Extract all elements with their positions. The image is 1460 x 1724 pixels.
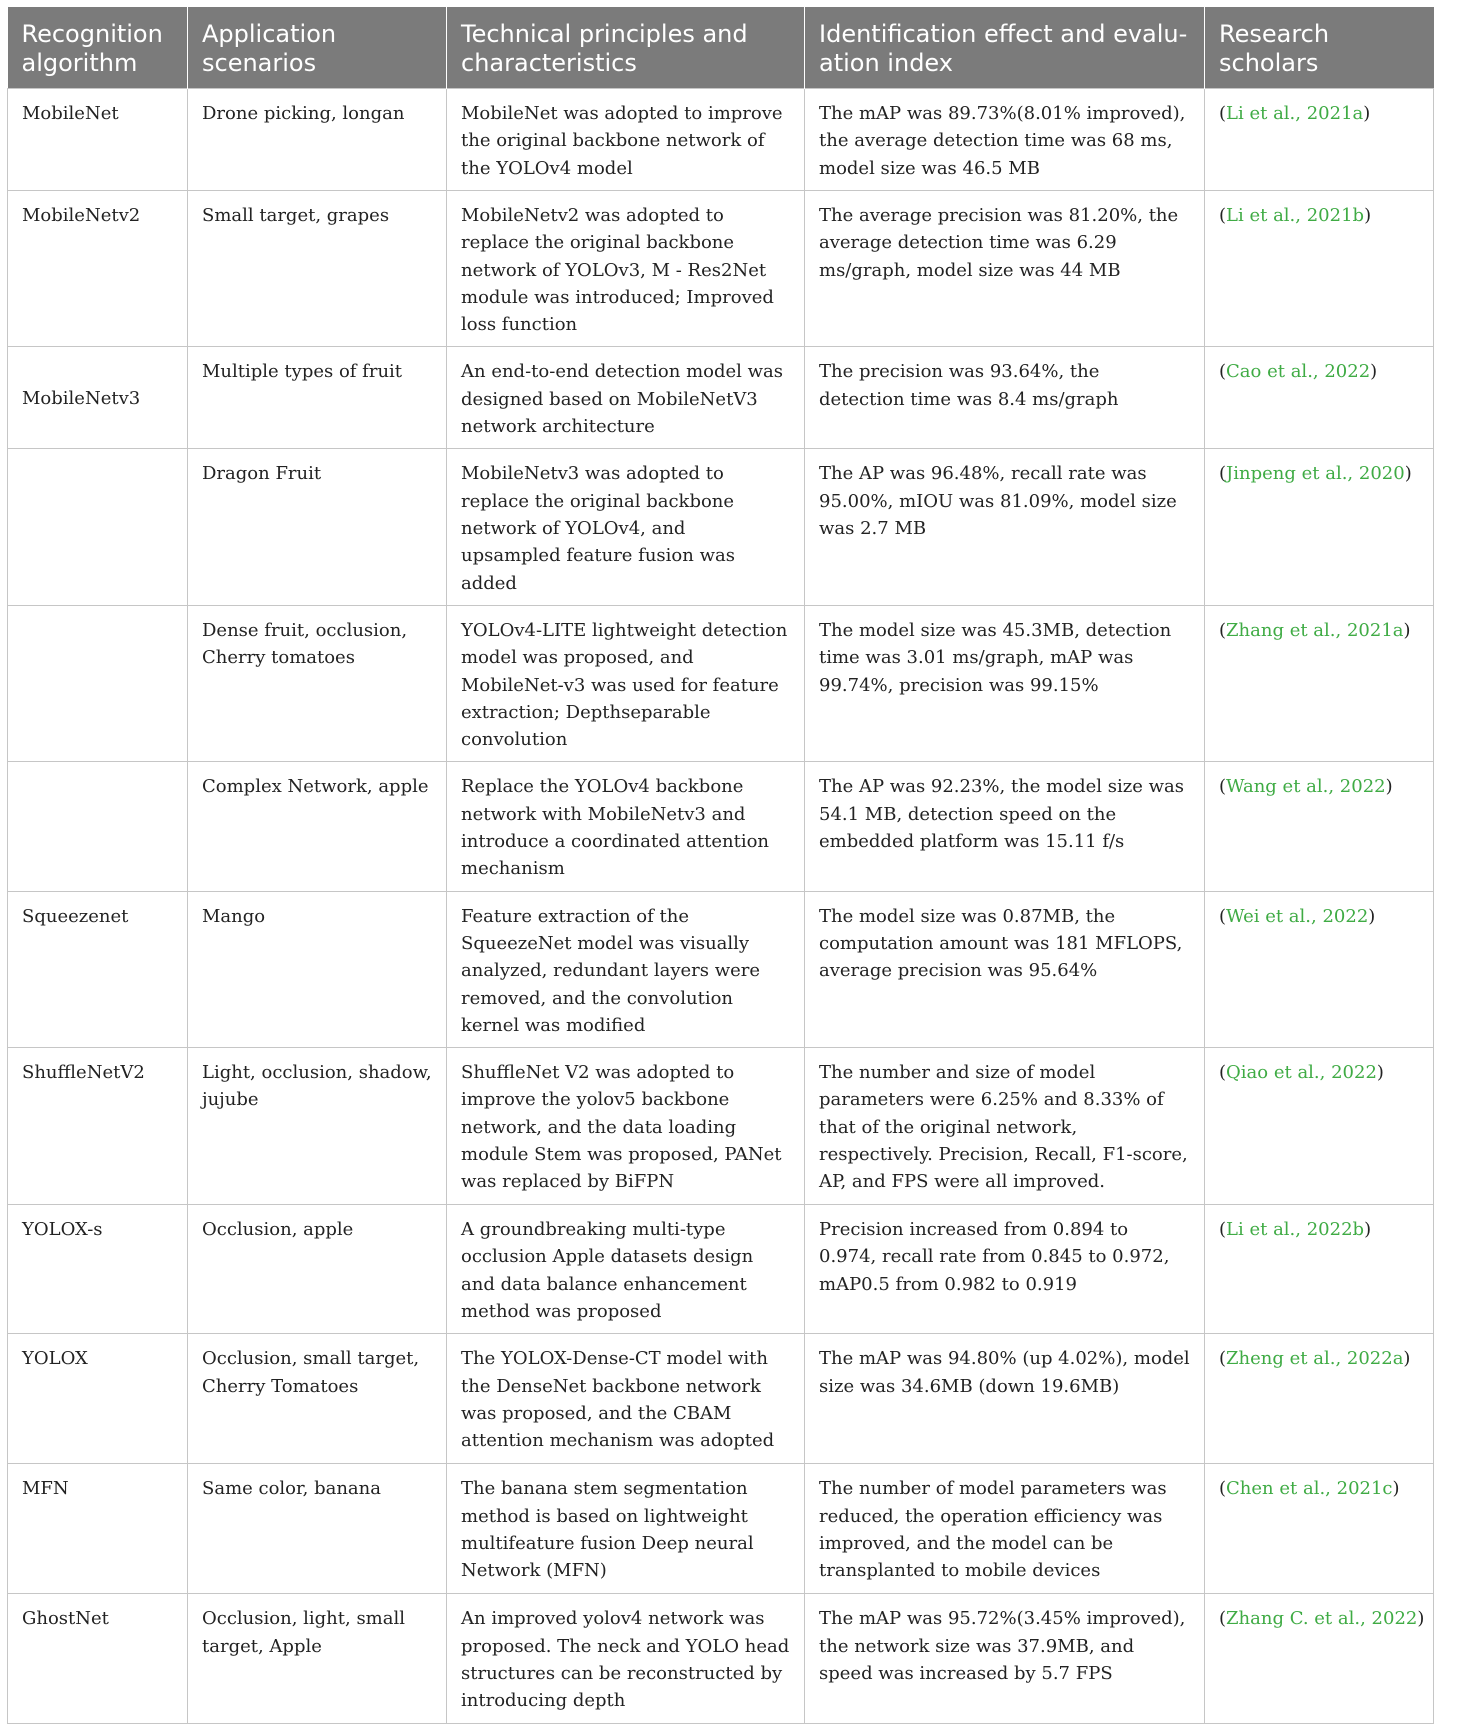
table-row <box>8 347 1434 449</box>
paren-open: ( <box>1219 361 1227 383</box>
paren-open: ( <box>1219 1348 1227 1370</box>
paren-open: ( <box>1219 205 1227 226</box>
paren-close: ) <box>1363 103 1371 124</box>
citation-link[interactable]: Wei et al., 2022 <box>1226 905 1369 927</box>
effect-cell: The model size was 0.87MB, the computation amount was 181 MFLOPS, average precision was 95.64% <box>805 891 1205 1047</box>
paren-open: ( <box>1219 103 1227 124</box>
reference-cell <box>1205 449 1434 605</box>
paren-close: ) <box>1404 463 1412 485</box>
table-row <box>8 1205 1434 1334</box>
principle-cell: MobileNetv2 was adopted to replace the original backbone network of YOLOv3, M - Res2Net module was introduced; Improved loss function <box>447 191 805 347</box>
paren-close: ) <box>1370 361 1378 383</box>
algorithm-cell: GhostNet <box>8 1594 188 1724</box>
algorithm-cell: YOLOX <box>8 1334 188 1464</box>
paren-close: ) <box>1392 1478 1400 1500</box>
algorithm-cell: MobileNetv3 <box>8 347 188 449</box>
effect-cell: The AP was 96.48%, recall rate was 95.00%, mIOU was 81.09%, model size was 2.7 MB <box>805 449 1205 605</box>
principle-cell: Replace the YOLOv4 backbone network with MobileNetv3 and introduce a coordinated attention mechanism <box>447 762 805 891</box>
scenario-cell: Light, occlusion, shadow, jujube <box>188 1048 447 1205</box>
table-row <box>8 449 1434 605</box>
effect-cell: The number of model parameters was reduced, the operation efficiency was improved, and the model can be transplanted to mobile devices <box>805 1464 1205 1594</box>
algorithm-cell <box>8 762 188 891</box>
header-row <box>8 7 1434 89</box>
paren-open: ( <box>1219 776 1227 798</box>
principle-cell: Feature extraction of the SqueezeNet model was visually analyzed, redundant layers were removed, and the convolution kernel was modified <box>447 891 805 1047</box>
citation-link[interactable]: Wang et al., 2022 <box>1226 776 1386 798</box>
citation-link[interactable]: Zhang et al., 2021a <box>1226 619 1404 641</box>
principle-cell: MobileNetv3 was adopted to replace the original backbone network of YOLOv4, and upsampled feature fusion was added <box>447 449 805 605</box>
scenario-cell: Mango <box>188 891 447 1047</box>
reference-cell <box>1205 89 1434 191</box>
scenario-cell: Complex Network, apple <box>188 762 447 891</box>
paren-open: ( <box>1219 1478 1227 1500</box>
algorithm-cell: MFN <box>8 1464 188 1594</box>
header-identification-effect: Identification effect and evalu- ation index <box>805 7 1205 89</box>
effect-cell: The mAP was 89.73%(8.01% improved), the average detection time was 68 ms, model size was 46.5 MB <box>805 89 1205 191</box>
scenario-cell: Same color, banana <box>188 1464 447 1594</box>
paren-open: ( <box>1219 905 1227 927</box>
principle-cell: An improved yolov4 network was proposed. The neck and YOLO head structures can be reconstructed by introducing depth <box>447 1594 805 1724</box>
principle-cell: MobileNet was adopted to improve the original backbone network of the YOLOv4 model <box>447 89 805 191</box>
reference-cell <box>1205 1464 1434 1594</box>
paren-open: ( <box>1219 1062 1227 1084</box>
header-technical-principles: Technical principles and characteristics <box>447 7 805 89</box>
reference-cell <box>1205 1594 1434 1724</box>
principle-cell: An end-to-end detection model was designed based on MobileNetV3 network architecture <box>447 347 805 449</box>
citation-link[interactable]: Chen et al., 2021c <box>1226 1478 1393 1500</box>
algorithm-cell <box>8 605 188 761</box>
effect-cell: The model size was 45.3MB, detection time was 3.01 ms/graph, mAP was 99.74%, precision was 99.15% <box>805 605 1205 761</box>
algorithm-cell: YOLOX-s <box>8 1205 188 1334</box>
table-row <box>8 89 1434 191</box>
citation-link[interactable]: Zheng et al., 2022a <box>1226 1348 1404 1370</box>
paren-close: ) <box>1403 619 1411 641</box>
scenario-cell: Drone picking, longan <box>188 89 447 191</box>
effect-cell: The mAP was 95.72%(3.45% improved), the network size was 37.9MB, and speed was increased by 5.7 FPS <box>805 1594 1205 1724</box>
citation-link[interactable]: Cao et al., 2022 <box>1226 361 1371 383</box>
reference-cell <box>1205 762 1434 891</box>
paren-close: ) <box>1417 1608 1425 1630</box>
paren-close: ) <box>1364 1219 1372 1241</box>
table-row <box>8 762 1434 891</box>
principle-cell: ShuffleNet V2 was adopted to improve the yolov5 backbone network, and the data loading module Stem was proposed, PANet was replaced by BiFPN <box>447 1048 805 1205</box>
table-row <box>8 191 1434 347</box>
effect-cell: Precision increased from 0.894 to 0.974, recall rate from 0.845 to 0.972, mAP0.5 from 0.982 to 0.919 <box>805 1205 1205 1334</box>
scenario-cell: Dense fruit, occlusion, Cherry tomatoes <box>188 605 447 761</box>
scenario-cell: Occlusion, apple <box>188 1205 447 1334</box>
effect-cell: The AP was 92.23%, the model size was 54.1 MB, detection speed on the embedded platform was 15.11 f/s <box>805 762 1205 891</box>
paren-open: ( <box>1219 463 1227 485</box>
principle-cell: The YOLOX-Dense-CT model with the DenseNet backbone network was proposed, and the CBAM attention mechanism was adopted <box>447 1334 805 1464</box>
table-row <box>8 1594 1434 1724</box>
citation-link[interactable]: Qiao et al., 2022 <box>1226 1062 1377 1084</box>
citation-link[interactable]: Li et al., 2021a <box>1226 103 1364 124</box>
table-row <box>8 605 1434 761</box>
reference-cell <box>1205 891 1434 1047</box>
scenario-cell: Multiple types of fruit <box>188 347 447 449</box>
algorithm-cell: MobileNetv2 <box>8 191 188 347</box>
scenario-cell: Small target, grapes <box>188 191 447 347</box>
effect-cell: The number and size of model parameters were 6.25% and 8.33% of that of the original network, respectively. Precision, Recall, F1-score, AP, and FPS were all improved. <box>805 1048 1205 1205</box>
header-research-scholars: Research scholars <box>1205 7 1434 89</box>
table-row <box>8 1048 1434 1205</box>
reference-cell <box>1205 347 1434 449</box>
paren-close: ) <box>1403 1348 1411 1370</box>
reference-cell <box>1205 605 1434 761</box>
table-row <box>8 1334 1434 1464</box>
effect-cell: The precision was 93.64%, the detection time was 8.4 ms/graph <box>805 347 1205 449</box>
paren-close: ) <box>1368 905 1376 927</box>
principle-cell: The banana stem segmentation method is based on lightweight multifeature fusion Deep neural Network (MFN) <box>447 1464 805 1594</box>
scenario-cell: Dragon Fruit <box>188 449 447 605</box>
citation-link[interactable]: Zhang C. et al., 2022 <box>1226 1608 1418 1630</box>
paren-open: ( <box>1219 1608 1227 1630</box>
paren-close: ) <box>1385 776 1393 798</box>
table-row <box>8 891 1434 1047</box>
algorithm-cell: Squeezenet <box>8 891 188 1047</box>
reference-cell <box>1205 1334 1434 1464</box>
paren-open: ( <box>1219 1219 1227 1241</box>
scenario-cell: Occlusion, light, small target, Apple <box>188 1594 447 1724</box>
header-application-scenarios: Application scenarios <box>188 7 447 89</box>
effect-cell: The mAP was 94.80% (up 4.02%), model size was 34.6MB (down 19.6MB) <box>805 1334 1205 1464</box>
algorithm-cell <box>8 449 188 605</box>
paren-close: ) <box>1376 1062 1384 1084</box>
header-recognition-algorithm: Recognition algorithm <box>8 7 188 89</box>
scenario-cell: Occlusion, small target, Cherry Tomatoes <box>188 1334 447 1464</box>
paren-open: ( <box>1219 619 1227 641</box>
paren-close: ) <box>1364 205 1372 226</box>
table-row <box>8 1464 1434 1594</box>
principle-cell: A groundbreaking multi-type occlusion Apple datasets design and data balance enhancement method was proposed <box>447 1205 805 1334</box>
algorithm-cell: ShuffleNetV2 <box>8 1048 188 1205</box>
algorithm-cell: MobileNet <box>8 89 188 191</box>
citation-link[interactable]: Jinpeng et al., 2020 <box>1226 463 1405 485</box>
principle-cell: YOLOv4-LITE lightweight detection model was proposed, and MobileNet-v3 was used for feature extraction; Depthseparable convolution <box>447 605 805 761</box>
reference-cell <box>1205 1205 1434 1334</box>
citation-link[interactable]: Li et al., 2022b <box>1226 1219 1365 1241</box>
citation-link[interactable]: Li et al., 2021b <box>1226 205 1365 226</box>
comparison-table <box>7 7 1434 1724</box>
effect-cell: The average precision was 81.20%, the average detection time was 6.29 ms/graph, model size was 44 MB <box>805 191 1205 347</box>
reference-cell <box>1205 191 1434 347</box>
reference-cell <box>1205 1048 1434 1205</box>
